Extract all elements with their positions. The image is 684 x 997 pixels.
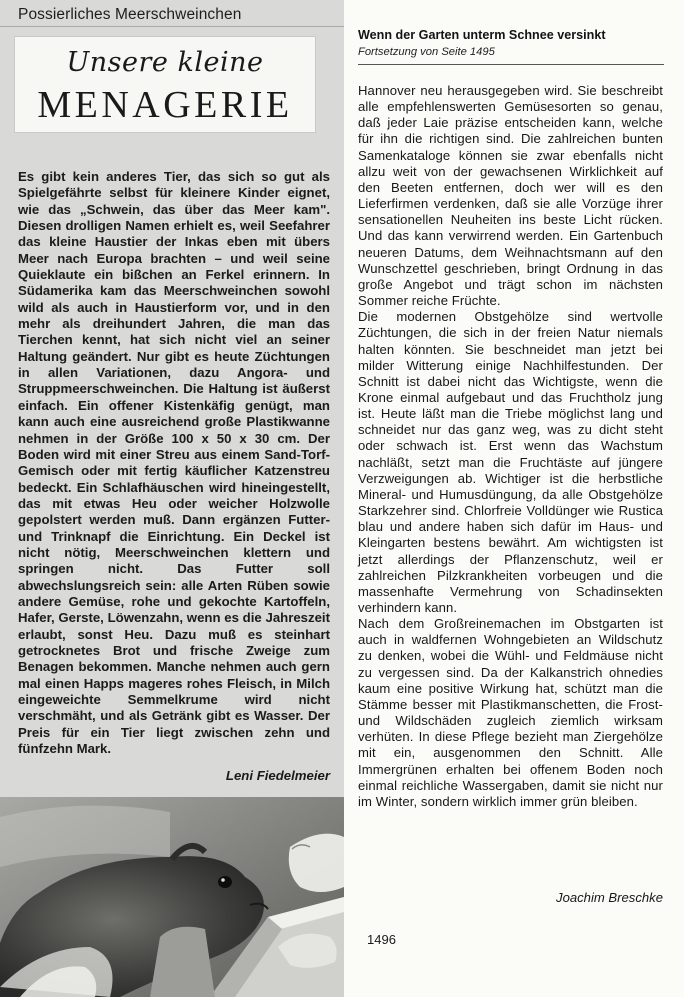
right-paragraph-3: Nach dem Großreinemachen im Obstgarten ist auch in waldfernen Wohngebieten an Wildschutz zu denken, wobei die Wühl- und Feldmäuse nicht zu vergessen sind. Da der Kalkanstrich ohnedies kaum eine positive Wirkung hat, schützt man die Stämme besser mit Plastikmanschetten, die Frost- und Wildschäden zugleich ziemlich wirksam verhüten. In diese Pflege bezieht man Ziergehölze mit ein, ausgenommen den Schnitt. Alle Immergrünen erhalten bei offenem Boden noch einmal reichliche Wassergaben, damit sie nicht nur im Winter, sondern wirklich immer grün bleiben. bbox=[358, 616, 663, 809]
title-script: Unsere kleine bbox=[66, 47, 264, 78]
right-divider bbox=[358, 64, 664, 65]
right-byline: Joachim Breschke bbox=[556, 890, 663, 905]
right-article-body bbox=[358, 83, 663, 810]
right-headline: Wenn der Garten unterm Schnee versinkt bbox=[358, 28, 606, 42]
right-paragraph-1: Hannover neu herausgegeben wird. Sie beschreibt alle empfehlenswerten Gemüsesorten so genau, daß jeder Laie präzise entscheiden kann, welche für ihn die richtigen sind. Die zahlreichen bunten Samenkataloge können sie zwar ebenfalls nicht allzu weit von der gewachsenen Wirklichkeit auf den Beeten entfernen, doch wer will es den Lieferfirmen verdenken, daß sie alle Vorzüge ihrer sensationellen Neuheiten ins beste Licht rücken. Und das kann verwirrend werden. Ein Gartenbuch neueren Datums, dem Weihnachtsmann auf den Wunschzettel geschrieben, bringt Ordnung in das große Angebot und trägt schon im nächsten Sommer reiche Früchte. bbox=[358, 83, 663, 309]
left-article-text: Es gibt kein anderes Tier, das sich so gut als Spielgefährte selbst für kleinere Kinder eignet, wie das „Schwein, das über das Meer kam". Diesen drolligen Namen erhielt es, weil Seefahrer das kleine Haustier der Inkas eben mit übers Meer nach Europa brachten – und weil seine Quieklaute ein bißchen an Ferkel erinnern. In Südamerika kam das Meerschweinchen sowohl wild als auch in Haustierform vor, und in den mehr als dreihundert Jahren, die man das Tierchen kennt, hat sich nicht viel an seiner Haltung geändert. Nur gibt es heute Züchtungen in allen Variationen, dazu Angora- und Struppmeerschweinchen. Die Haltung ist äußerst einfach. Ein offener Kistenkäfig genügt, man kann auch eine ausreichend große Plastikwanne nehmen in der Größe 100 x 50 x 30 cm. Der Boden wird mit einer Streu aus einem Sand-Torf-Gemisch oder mit fertig käuflicher Katzenstreu bedeckt. Ein Schlafhäuschen wird hineingestellt, das mit etwas Heu oder weicher Holzwolle gepolstert werden muß. Dann ergänzen Futter- und Trinknapf die Einrichtung. Ein Deckel ist nicht nötig, Meerschweinchen klettern und springen nicht. Das Futter soll abwechslungsreich sein: alle Arten Rüben sowie andere Gemüse, rohe und gekochte Kartoffeln, Hafer, Gerste, Löwenzahn, wenn es die Jahreszeit erlaubt, sonst Heu. Dazu muß es steinhart getrocknetes Brot und frische Zweige zum Benagen bekommen. Manche nehmen auch gern mal einen Happs mageres rohes Fleisch, in Milch eingeweichte Semmelkrume wird nicht verschmäht, und als Getränk gibt es Wasser. Der Preis für ein Tier liegt zwischen zehn und fünfzehn Mark. bbox=[18, 169, 330, 757]
guinea-pig-photo bbox=[0, 797, 344, 997]
right-paragraph-2: Die modernen Obstgehölze sind wertvolle Züchtungen, die sich in der freien Natur niemals halten könnten. Sie beschneidet man jetzt bei milder Witterung einige Nachhilfestunden. Der Schnitt ist dabei nicht das Wichtigste, wenn die Krone einmal aufgebaut und das Fruchtholz jung ist. Heute läßt man die Triebe möglichst lang und schneidet nur das ganz weg, was zu dicht steht oder schwach ist. Erst wenn das Wachstum nachläßt, setzt man die Fruchtäste auf jüngere Verzweigungen ab. Wichtiger ist die herbstliche Mineral- und Humusdüngung, da alle Obstgehölze Starkzehrer sind. Chlorfreie Volldünger wie Rustica blau und andere haben sich dafür im Haus- und Kleingarten bestens bewährt. Am wichtigsten ist jetzt allerdings der Pflanzenschutz, weil er zahlreichen Pilzkrankheiten vorbeugen und die massenhafte Vermehrung von Schadinsekten verhindern kann. bbox=[358, 309, 663, 615]
page-number: 1496 bbox=[367, 932, 396, 947]
kicker: Possierliches Meerschweinchen bbox=[18, 6, 242, 23]
left-byline: Leni Fiedelmeier bbox=[225, 768, 330, 783]
title-caps: MENAGERIE bbox=[37, 84, 293, 126]
right-subline: Fortsetzung von Seite 1495 bbox=[358, 46, 495, 58]
guinea-pig-illustration bbox=[0, 797, 344, 997]
left-article-body bbox=[18, 169, 330, 757]
title-box bbox=[14, 36, 316, 133]
kicker-divider bbox=[0, 26, 344, 27]
